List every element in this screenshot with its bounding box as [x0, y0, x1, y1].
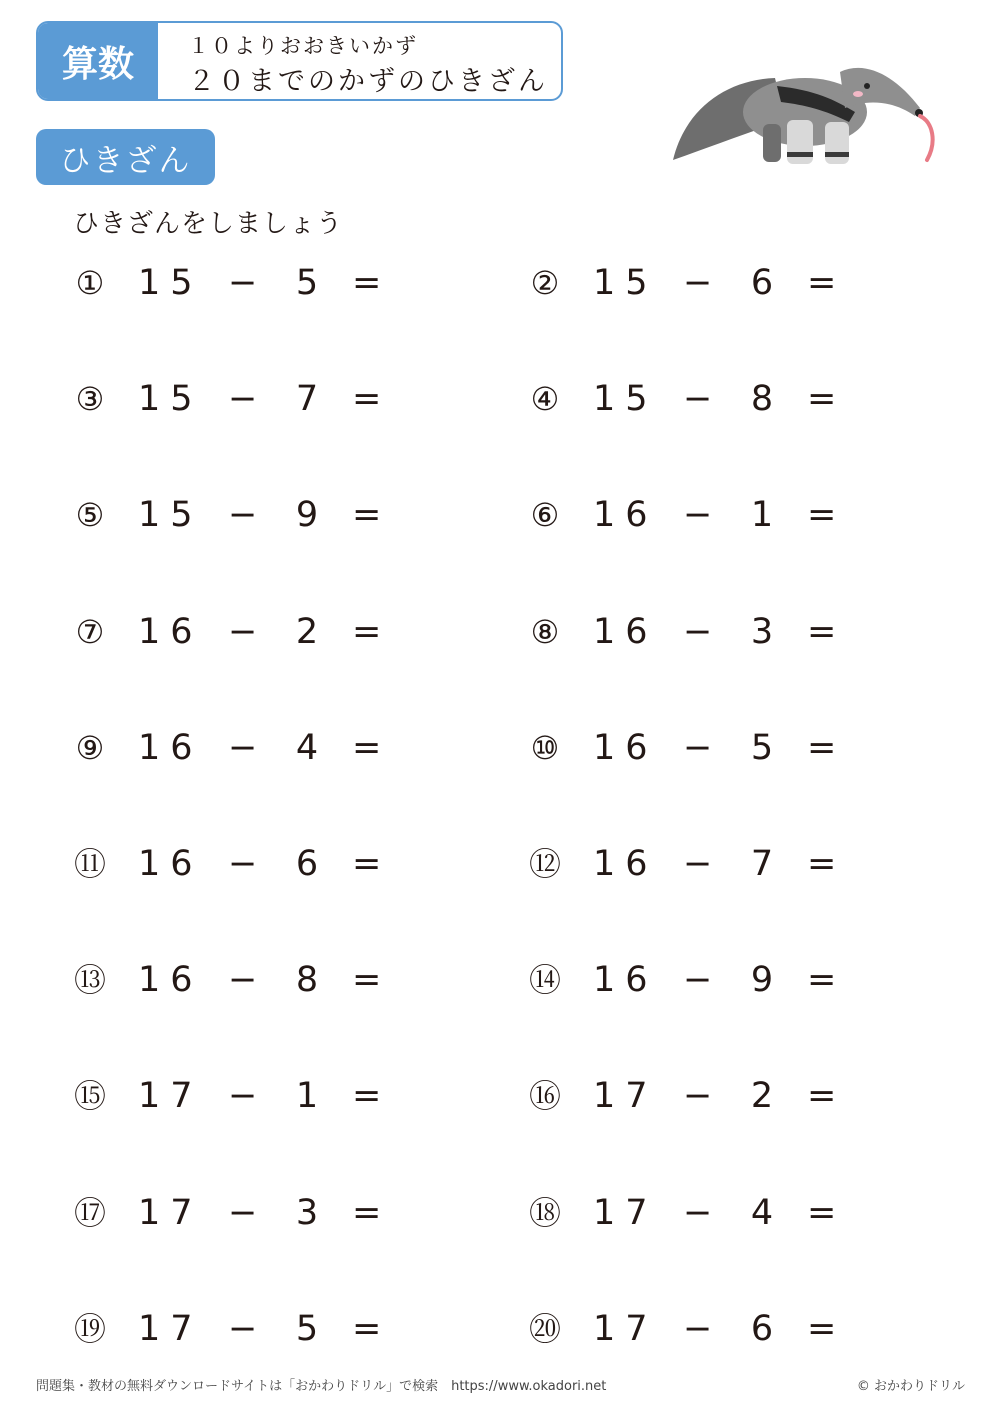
problem-number: ⑭ [528, 961, 561, 999]
subtrahend: 6 [750, 1309, 774, 1349]
minuend: 15 [138, 495, 203, 535]
problem-number: ① [75, 264, 105, 302]
minus-sign: − [683, 612, 713, 652]
subtrahend: 5 [295, 263, 319, 303]
minus-sign: − [228, 263, 258, 303]
equals-sign: = [352, 960, 382, 1000]
subtrahend: 9 [750, 960, 774, 1000]
equals-sign: = [807, 612, 837, 652]
equals-sign: = [807, 1309, 837, 1349]
minus-sign: − [683, 263, 713, 303]
subtrahend: 7 [295, 379, 319, 419]
problem-number: ⑤ [75, 496, 105, 534]
problem-item [525, 490, 845, 540]
subtrahend: 5 [295, 1309, 319, 1349]
minuend: 16 [138, 844, 203, 884]
worksheet-title: ２０までのかずのひきざん [188, 66, 548, 97]
problem-number: ⑫ [528, 845, 561, 883]
problem-item [70, 607, 390, 657]
problem-item [525, 374, 845, 424]
minus-sign: − [228, 728, 258, 768]
minuend: 15 [593, 263, 658, 303]
minus-sign: − [228, 495, 258, 535]
problem-number: ⑮ [73, 1077, 106, 1115]
problem-number: ⑬ [73, 961, 106, 999]
instruction-text: ひきざんをしましょう [73, 209, 344, 239]
minus-sign: − [228, 1309, 258, 1349]
subtrahend: 5 [750, 728, 774, 768]
worksheet-subtitle: １０よりおおきいかず [188, 34, 418, 58]
problem-number: ⑩ [530, 729, 560, 767]
subject-badge: 算数 [38, 23, 158, 99]
subtrahend: 2 [750, 1076, 774, 1116]
minus-sign: − [683, 844, 713, 884]
subtrahend: 6 [750, 263, 774, 303]
section-badge: ひきざん [36, 129, 215, 185]
minuend: 17 [138, 1309, 203, 1349]
problem-item [70, 839, 390, 889]
equals-sign: = [807, 263, 837, 303]
equals-sign: = [352, 1076, 382, 1116]
subtrahend: 2 [295, 612, 319, 652]
equals-sign: = [807, 1193, 837, 1233]
minus-sign: − [683, 379, 713, 419]
minuend: 16 [593, 844, 658, 884]
subtrahend: 3 [750, 612, 774, 652]
minuend: 15 [138, 379, 203, 419]
problem-item [525, 955, 845, 1005]
equals-sign: = [352, 612, 382, 652]
minuend: 16 [593, 960, 658, 1000]
footer-copyright: © おかわりドリル [856, 1379, 965, 1394]
problem-item [525, 1304, 845, 1354]
problem-number: ③ [75, 380, 105, 418]
problem-item [70, 1071, 390, 1121]
problem-number: ② [530, 264, 560, 302]
subtrahend: 6 [295, 844, 319, 884]
equals-sign: = [352, 1309, 382, 1349]
problem-item [70, 490, 390, 540]
problem-number: ⑪ [73, 845, 106, 883]
equals-sign: = [352, 1193, 382, 1233]
problem-number: ⑲ [73, 1310, 106, 1348]
problem-item [525, 258, 845, 308]
minuend: 16 [593, 728, 658, 768]
minus-sign: − [683, 1076, 713, 1116]
subtrahend: 9 [295, 495, 319, 535]
minuend: 17 [138, 1076, 203, 1116]
minus-sign: − [683, 728, 713, 768]
subtrahend: 4 [295, 728, 319, 768]
minuend: 16 [593, 612, 658, 652]
problem-number: ⑱ [528, 1194, 561, 1232]
minuend: 16 [138, 728, 203, 768]
minus-sign: − [683, 1309, 713, 1349]
problem-item [70, 955, 390, 1005]
subtrahend: 3 [295, 1193, 319, 1233]
minus-sign: − [228, 612, 258, 652]
minuend: 16 [593, 495, 658, 535]
minuend: 16 [138, 612, 203, 652]
minuend: 17 [593, 1309, 658, 1349]
minus-sign: − [228, 379, 258, 419]
minuend: 17 [138, 1193, 203, 1233]
problem-item [70, 723, 390, 773]
equals-sign: = [352, 379, 382, 419]
problem-number: ⑥ [530, 496, 560, 534]
problem-item [525, 1188, 845, 1238]
minus-sign: − [683, 960, 713, 1000]
minus-sign: − [228, 844, 258, 884]
minus-sign: − [228, 960, 258, 1000]
subtrahend: 4 [750, 1193, 774, 1233]
problem-item [70, 258, 390, 308]
equals-sign: = [807, 1076, 837, 1116]
problem-item [525, 1071, 845, 1121]
minus-sign: − [228, 1076, 258, 1116]
problem-number: ⑰ [73, 1194, 106, 1232]
problem-number: ⑳ [528, 1310, 561, 1348]
problem-number: ⑦ [75, 613, 105, 651]
problem-item [525, 723, 845, 773]
equals-sign: = [807, 379, 837, 419]
subtrahend: 1 [750, 495, 774, 535]
minuend: 17 [593, 1076, 658, 1116]
subtrahend: 7 [750, 844, 774, 884]
equals-sign: = [352, 844, 382, 884]
equals-sign: = [352, 728, 382, 768]
equals-sign: = [807, 960, 837, 1000]
equals-sign: = [807, 728, 837, 768]
minus-sign: − [683, 1193, 713, 1233]
problem-number: ④ [530, 380, 560, 418]
equals-sign: = [807, 495, 837, 535]
problem-number: ⑯ [528, 1077, 561, 1115]
subtrahend: 8 [750, 379, 774, 419]
minuend: 15 [593, 379, 658, 419]
problem-item [525, 607, 845, 657]
minuend: 17 [593, 1193, 658, 1233]
minuend: 16 [138, 960, 203, 1000]
subtrahend: 1 [295, 1076, 319, 1116]
subtrahend: 8 [295, 960, 319, 1000]
equals-sign: = [352, 495, 382, 535]
problem-item [70, 1304, 390, 1354]
problem-item [525, 839, 845, 889]
footer-source: 問題集・教材の無料ダウンロードサイトは「おかわりドリル」で検索 https://www.okadori.net [36, 1379, 607, 1394]
worksheet-header [36, 21, 563, 101]
minus-sign: − [683, 495, 713, 535]
problem-item [70, 374, 390, 424]
minuend: 15 [138, 263, 203, 303]
equals-sign: = [807, 844, 837, 884]
problem-item [70, 1188, 390, 1238]
minus-sign: − [228, 1193, 258, 1233]
anteater-illustration [665, 50, 945, 175]
problem-number: ⑨ [75, 729, 105, 767]
equals-sign: = [352, 263, 382, 303]
problem-number: ⑧ [530, 613, 560, 651]
